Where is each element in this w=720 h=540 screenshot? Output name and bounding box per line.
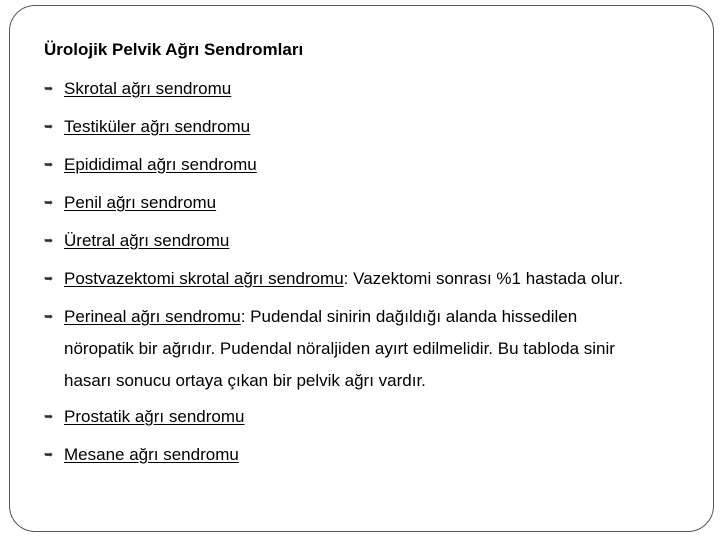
list-item [44, 407, 244, 427]
slide-title: Ürolojik Pelvik Ağrı Sendromları [44, 40, 304, 59]
list-item-continuation: nöropatik bir ağrıdır. Pudendal nöraljiden ayırt edilmelidir. Bu tabloda sinir [64, 339, 615, 358]
list-item-label: Epididimal ağrı sendromu [64, 155, 257, 174]
list-item-detail: : Pudendal sinirin dağıldığı alanda hissedilen [240, 307, 578, 326]
list-item-label: Üretral ağrı sendromu [64, 231, 230, 250]
list-item [44, 445, 239, 465]
list-item-label: Testiküler ağrı sendromu [64, 117, 251, 136]
bullet-arrow-icon: ➥ [44, 121, 54, 133]
list-item-label: Prostatik ağrı sendromu [64, 407, 245, 426]
list-item [44, 269, 623, 289]
bullet-arrow-icon: ➥ [44, 411, 54, 423]
list-item-label: Penil ağrı sendromu [64, 193, 217, 212]
bullet-arrow-icon: ➥ [44, 449, 54, 461]
list-item-label: Perineal ağrı sendromu [64, 307, 241, 326]
list-item [44, 117, 250, 137]
list-item [44, 155, 257, 175]
bullet-arrow-icon: ➥ [44, 273, 54, 285]
list-item-label: Skrotal ağrı sendromu [64, 79, 232, 98]
list-item [44, 231, 229, 251]
list-item [44, 193, 216, 213]
bullet-arrow-icon: ➥ [44, 159, 54, 171]
bullet-arrow-icon: ➥ [44, 83, 54, 95]
list-item-detail: : Vazektomi sonrası %1 hastada olur. [343, 269, 624, 288]
bullet-arrow-icon: ➥ [44, 197, 54, 209]
list-item-label: Postvazektomi skrotal ağrı sendromu [64, 269, 344, 288]
list-item [44, 307, 577, 327]
bullet-arrow-icon: ➥ [44, 235, 54, 247]
bullet-arrow-icon: ➥ [44, 311, 54, 323]
list-item-continuation: hasarı sonucu ortaya çıkan bir pelvik ağrı vardır. [64, 371, 426, 390]
list-item-label: Mesane ağrı sendromu [64, 445, 239, 464]
list-item [44, 79, 231, 99]
